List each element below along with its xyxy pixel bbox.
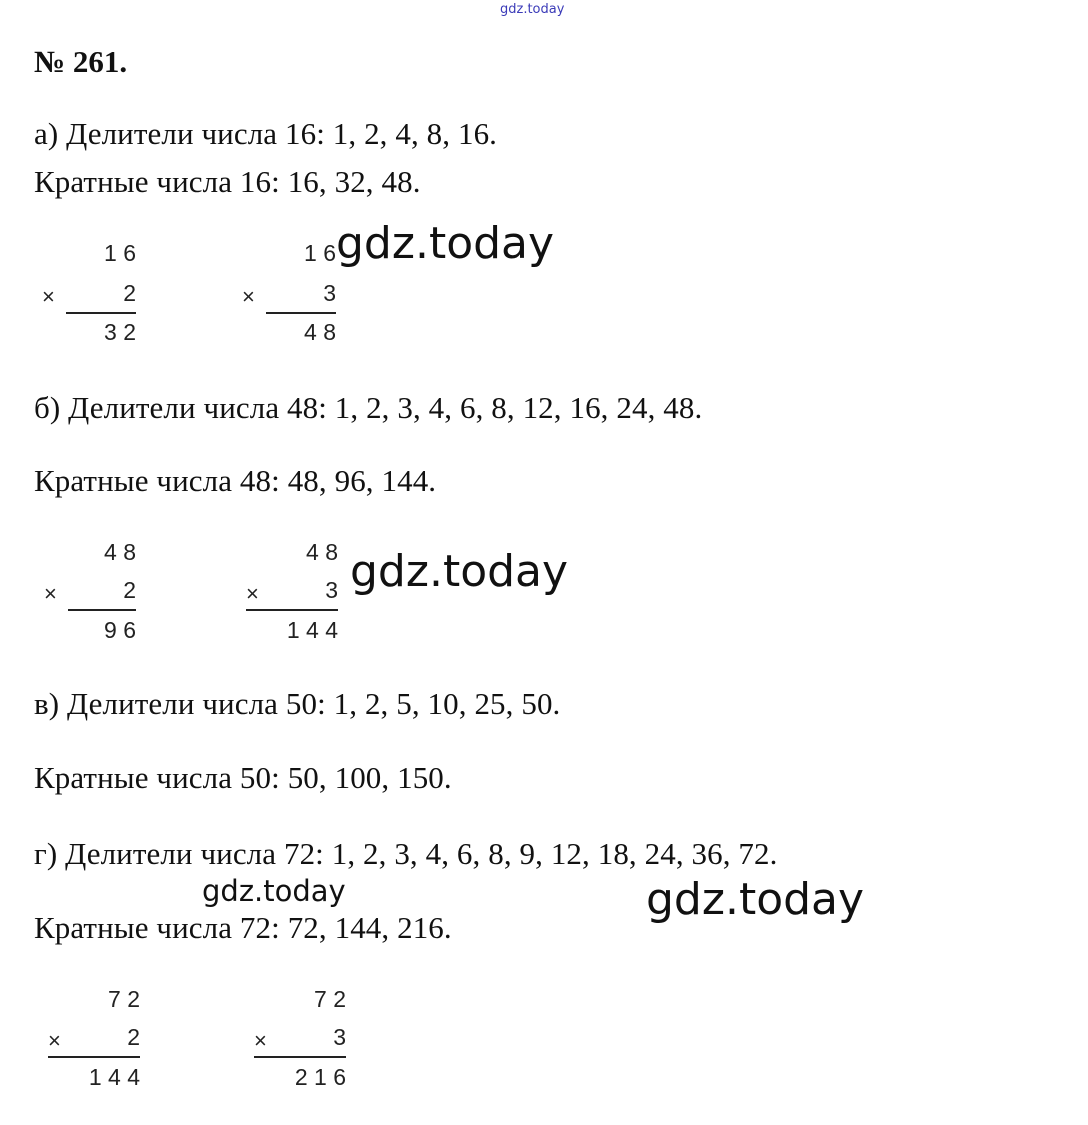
multiply-sign: × [42, 284, 55, 309]
part-d-divisors: г) Делители числа 72: 1, 2, 3, 4, 6, 8, 9, 12, 18, 24, 36, 72. [34, 836, 778, 871]
result-line [66, 312, 136, 314]
factor-bottom: 3 [333, 1024, 346, 1050]
multiply-sign: × [254, 1028, 267, 1053]
result-line [246, 609, 338, 611]
part-b-multiples: Кратные числа 48: 48, 96, 144. [34, 463, 437, 498]
factor-top: 1 6 [104, 240, 136, 266]
factor-bottom: 2 [123, 280, 136, 306]
watermark: gdz.today [350, 546, 569, 597]
watermark: gdz.today [202, 874, 346, 908]
product: 4 8 [304, 319, 336, 345]
factor-bottom: 3 [325, 577, 338, 603]
multiplication-b-1 [44, 539, 136, 649]
result-line [48, 1056, 140, 1058]
multiplication-a-2 [242, 240, 336, 350]
product: 1 4 4 [286, 617, 338, 643]
watermark: gdz.today [336, 218, 555, 269]
part-a-divisors: а) Делители числа 16: 1, 2, 4, 8, 16. [34, 116, 498, 151]
part-c-multiples: Кратные числа 50: 50, 100, 150. [34, 760, 452, 795]
multiplication-a-1 [42, 240, 136, 350]
product: 1 4 4 [88, 1064, 140, 1090]
multiply-sign: × [246, 581, 259, 606]
multiplication-d-2 [254, 986, 346, 1096]
product: 9 6 [104, 617, 136, 643]
header-watermark: gdz.today [500, 2, 565, 17]
factor-top: 4 8 [104, 539, 136, 565]
exercise-number: № 261. [34, 44, 128, 79]
result-line [266, 312, 336, 314]
factor-top: 7 2 [108, 986, 140, 1012]
part-a-multiples: Кратные числа 16: 16, 32, 48. [34, 164, 421, 199]
factor-top: 1 6 [304, 240, 336, 266]
multiplication-b-2 [246, 539, 338, 649]
product: 2 1 6 [294, 1064, 346, 1090]
part-b-divisors: б) Делители числа 48: 1, 2, 3, 4, 6, 8, 12, 16, 24, 48. [34, 390, 703, 425]
factor-top: 7 2 [314, 986, 346, 1012]
factor-bottom: 3 [323, 280, 336, 306]
product: 3 2 [104, 319, 136, 345]
factor-bottom: 2 [127, 1024, 140, 1050]
result-line [68, 609, 136, 611]
multiplication-d-1 [48, 986, 140, 1096]
factor-bottom: 2 [123, 577, 136, 603]
watermark: gdz.today [646, 874, 865, 925]
result-line [254, 1056, 346, 1058]
multiply-sign: × [48, 1028, 61, 1053]
part-c-divisors: в) Делители числа 50: 1, 2, 5, 10, 25, 50. [34, 686, 561, 721]
multiply-sign: × [242, 284, 255, 309]
factor-top: 4 8 [306, 539, 338, 565]
multiply-sign: × [44, 581, 57, 606]
part-d-multiples: Кратные числа 72: 72, 144, 216. [34, 910, 452, 945]
